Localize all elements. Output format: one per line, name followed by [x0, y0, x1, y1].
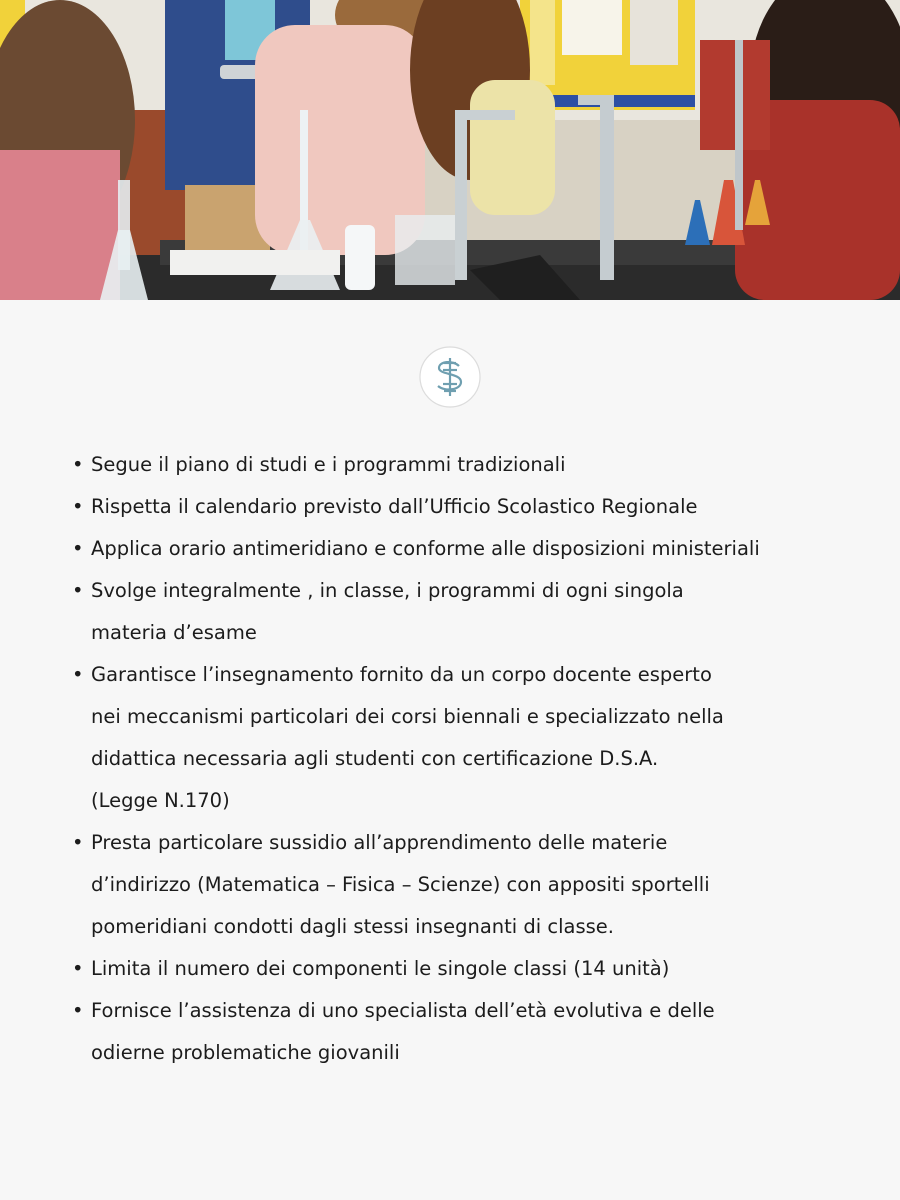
list-item-line: Svolge integralmente , in classe, i programmi di ogni singola: [91, 579, 684, 602]
school-monogram-logo-icon: [419, 346, 481, 408]
list-item: [70, 486, 870, 528]
list-item: [70, 444, 870, 486]
list-item-text: [91, 570, 870, 654]
list-item-line: Presta particolare sussidio all’apprendimento delle materie: [91, 831, 668, 854]
list-item: [70, 822, 870, 948]
list-item: [70, 570, 870, 654]
bullet-icon: •: [72, 495, 84, 518]
list-item-line: Garantisce l’insegnamento fornito da un corpo docente esperto: [91, 663, 712, 686]
bullet-icon: •: [72, 999, 84, 1022]
bullet-icon: •: [72, 537, 84, 560]
bullet-icon: •: [72, 957, 84, 980]
list-item-line: (Legge N.170): [91, 789, 230, 812]
list-item-line: pomeridiani condotti dagli stessi insegnanti di classe.: [91, 915, 614, 938]
list-item-text: [91, 486, 870, 528]
list-item-line: odierne problematiche giovanili: [91, 1041, 400, 1064]
classroom-lab-illustration: [0, 0, 900, 300]
list-item: [70, 990, 870, 1074]
bullet-icon: •: [72, 831, 84, 854]
list-item: [70, 528, 870, 570]
bullet-icon: •: [72, 663, 84, 686]
list-item-line: materia d’esame: [91, 621, 257, 644]
bullet-icon: •: [72, 579, 84, 602]
list-item-line: Fornisce l’assistenza di uno specialista dell’età evolutiva e delle: [91, 999, 715, 1022]
list-item-text: [91, 948, 870, 990]
list-item-text: [91, 444, 870, 486]
list-item-line: Segue il piano di studi e i programmi tradizionali: [91, 453, 566, 476]
list-item-text: [91, 822, 870, 948]
features-list: [70, 444, 870, 1074]
list-item-line: Limita il numero dei componenti le singole classi (14 unità): [91, 957, 670, 980]
list-item: [70, 948, 870, 990]
list-item-line: Rispetta il calendario previsto dall’Ufficio Scolastico Regionale: [91, 495, 698, 518]
list-item-line: nei meccanismi particolari dei corsi biennali e specializzato nella: [91, 705, 724, 728]
hero-photo: [0, 0, 900, 300]
list-item: [70, 654, 870, 822]
list-item-text: [91, 654, 870, 822]
list-item-text: [91, 528, 870, 570]
list-item-line: didattica necessaria agli studenti con certificazione D.S.A.: [91, 747, 659, 770]
bullet-icon: •: [72, 453, 84, 476]
list-item-line: d’indirizzo (Matematica – Fisica – Scienze) con appositi sportelli: [91, 873, 710, 896]
list-item-text: [91, 990, 870, 1074]
list-item-line: Applica orario antimeridiano e conforme alle disposizioni ministeriali: [91, 537, 760, 560]
content-section: [0, 300, 900, 1200]
